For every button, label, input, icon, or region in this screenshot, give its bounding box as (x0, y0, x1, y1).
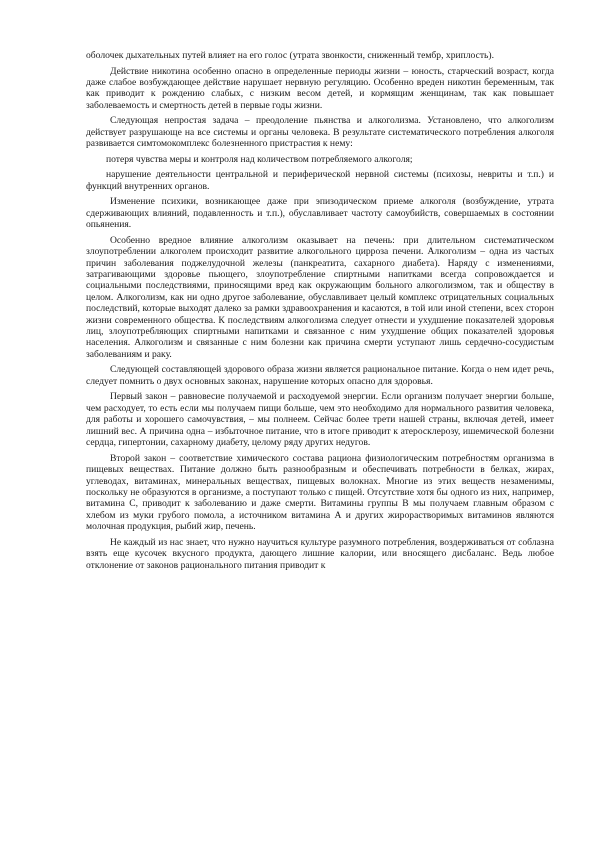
paragraph-first-law: Первый закон – равновесие получаемой и расходуемой энергии. Если организм получает энергии больше, чем расходует, то есть если мы получаем пищи больше, чем это необходимо для нормального развития человека, для работы и хорошего самочувствия, – мы полнеем. Сейчас более трети нашей страны, включая детей, имеет лишний вес. А причина одна – избыточное питание, что в итоге приводит к атеросклерозу, ишемической болезни сердца, гипертонии, сахарному диабету, целому ряду других недугов. (86, 391, 554, 449)
list-item (86, 169, 554, 192)
paragraph-psyche: Изменение психики, возникающее даже при эпизодическом приеме алкоголя (возбуждение, утрата сдерживающих влияний, подавленность и т.п.), обуславливает частоту самоубийств, совершаемых в состоянии опьянения. (86, 196, 554, 231)
document-page (86, 50, 554, 830)
paragraph-liver: Особенно вредное влияние алкоголизм оказывает на печень: при длительном систематическом злоупотреблении алкоголем происходит развитие алкогольного цирроза печени. Алкоголизм – одна из частых причин заболевания поджелудочной железы (панкреатита, сахарного диабета). Наряду с изменениями, затрагивающими здоровье пьющего, злоупотребление спиртными напитками всегда сопровождается и социальными последствиями, приносящими вред как окружающим больного алкоголизмом, так и обществу в целом. Алкоголизм, как ни одно другое заболевание, обуславливает целый комплекс отрицательных социальных последствий, которые выходят далеко за рамки здравоохранения и касаются, в той или иной степени, всех сторон жизни современного общества. К последствиям алкоголизма следует отнести и ухудшение показателей здоровья лиц, злоупотребляющих спиртными напитками и связанное с ним ухудшение общих показателей здоровья населения. Алкоголизм и связанные с ним болезни как причина смерти уступают лишь сердечно-сосудистым заболеваниям и раку. (86, 234, 554, 360)
paragraph-alcoholism-intro: Следующая непростая задача – преодоление пьянства и алкоголизма. Установлено, что алкоголизм действует разрушающе на все системы и органы человека. В результате систематического потребления алкоголя развивается симтомокомплекс болезненного пристрастия к нему: (86, 115, 554, 150)
list-item-text: нарушение деятельности центральной и периферической нервной системы (психозы, невриты и т.п.) и функций внутренних органов. (86, 169, 554, 192)
paragraph-continued: оболочек дыхательных путей влияет на его голос (утрата звонкости, сниженный тембр, хриплость). (86, 50, 494, 61)
paragraph-nutrition-intro: Следующей составляющей здорового образа жизни является рациональное питание. Когда о нем идет речь, следует помнить о двух основных законах, нарушение которых опасно для здоровья. (86, 364, 554, 387)
paragraph-nicotine: Действие никотина особенно опасно в определенные периоды жизни – юность, старческий возраст, когда даже слабое возбуждающее действие нарушает нервную регуляцию. Особенно вреден никотин беременным, так как приводит к рождению слабых, с низким весом детей, и кормящим женщинам, так как повышает заболеваемость и смертность детей в первые годы жизни. (86, 65, 554, 111)
paragraph-second-law: Второй закон – соответствие химического состава рациона физиологическим потребностям организма в пищевых веществах. Питание должно быть разнообразным и обеспечивать потребности в белках, жирах, углеводах, витаминах, минеральных веществах, пищевых волокнах. Многие из этих веществ незаменимы, поскольку не образуются в организме, а поступают только с пищей. Отсутствие хотя бы одного из них, например, витамина С, приводит к заболеванию и даже смерти. Витамины группы В мы получаем главным образом с хлебом из муки грубого помола, а источником витамина А и других жирорастворимых витаминов являются молочная продукция, рыбий жир, печень. (86, 452, 554, 533)
paragraph-culture: Не каждый из нас знает, что нужно научиться культуре разумного потребления, воздерживаться от соблазна взять еще кусочек вкусного продукта, дающего лишние калории, или вносящего дисбаланс. Ведь любое отклонение от законов рационального питания приводит к (86, 536, 554, 571)
list-item (86, 154, 554, 165)
list-item-text: потеря чувства меры и контроля над количеством потребляемого алкоголя; (106, 153, 413, 165)
